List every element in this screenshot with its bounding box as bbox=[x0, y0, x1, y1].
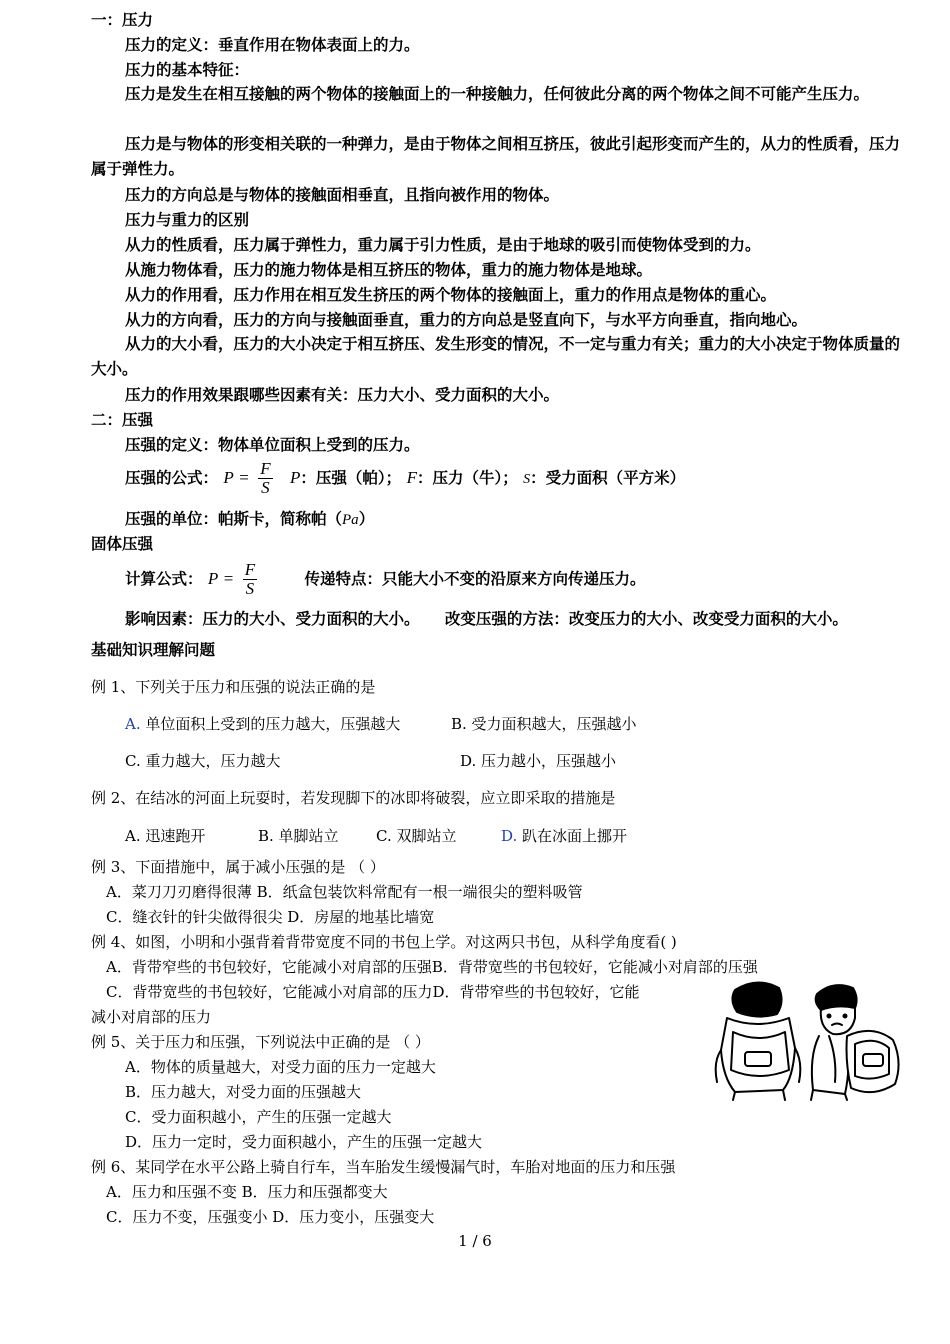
solid-formula-line bbox=[125, 554, 646, 604]
example-2-option-d bbox=[501, 826, 627, 846]
desc-s: ：受力面积（平方米） bbox=[530, 469, 686, 487]
example-1-option-a bbox=[125, 714, 400, 734]
formula-fraction bbox=[258, 460, 272, 497]
example-5-question: 例 5、关于压力和压强，下列说法中正确的是 （ ） bbox=[91, 1033, 430, 1051]
option-d-letter: D. bbox=[501, 827, 518, 845]
option-d-text: 趴在冰面上挪开 bbox=[517, 827, 628, 845]
difference-magnitude: 从力的大小看，压力的大小决定于相互挤压、发生形变的情况，不一定与重力有关；重力的大小决定于物体质量的大小。 bbox=[91, 335, 901, 378]
example-4-question: 例 4、如图，小明和小强背着背带宽度不同的书包上学。对这两只书包，从科学角度看( ) bbox=[91, 933, 677, 951]
example-2-question: 例 2、在结冰的河面上玩耍时，若发现脚下的冰即将破裂，应立即采取的措施是 bbox=[91, 789, 616, 807]
difference-nature: 从力的性质看，压力属于弹性力，重力属于引力性质，是由于地球的吸引而使物体受到的力。 bbox=[125, 236, 761, 254]
example-4-option-d-continued: 减小对肩部的压力 bbox=[91, 1008, 212, 1026]
example-2-option-b: B. 单脚站立 bbox=[258, 827, 339, 845]
unit-symbol: Pa bbox=[342, 512, 359, 528]
solid-formula-denominator: S bbox=[245, 579, 255, 598]
solid-formula-numerator: F bbox=[244, 560, 256, 579]
example-1-option-c: C. 重力越大，压力越大 bbox=[125, 752, 281, 770]
pressure-unit bbox=[125, 509, 374, 530]
example-2-option-c: C. 双脚站立 bbox=[376, 827, 457, 845]
symbol-f: F bbox=[406, 468, 417, 487]
example-6-question: 例 6、某同学在水平公路上骑自行车，当车胎发生缓慢漏气时，车胎对地面的压力和压强 bbox=[91, 1158, 676, 1176]
symbol-s: S bbox=[523, 472, 531, 487]
formula-numerator: F bbox=[260, 459, 271, 478]
unit-label: 压强的单位：帕斯卡，简称帕（ bbox=[125, 510, 343, 528]
option-a-text: 单位面积上受到的压力越大，压强越大 bbox=[140, 715, 401, 733]
calc-label: 计算公式： bbox=[125, 570, 203, 588]
example-5-option-b: B．压力越大，对受力面的压强越大 bbox=[125, 1083, 362, 1101]
solid-formula-p: P bbox=[207, 569, 219, 588]
transfer-feature: 传递特点：只能大小不变的沿原来方向传递压力。 bbox=[304, 570, 646, 588]
example-3-options-ab: A．菜刀刀刃磨得很薄 B．纸盒包装饮料常配有一根一端很尖的塑料吸管 bbox=[106, 883, 583, 901]
example-6-options-ab: A．压力和压强不变 B．压力和压强都变大 bbox=[106, 1183, 388, 1201]
formula-denominator: S bbox=[261, 478, 270, 497]
option-a-letter: A. bbox=[125, 715, 141, 733]
desc-p: ：压强（帕）； bbox=[300, 469, 402, 487]
pressure-formula-line bbox=[125, 458, 685, 500]
difference-source: 从施力物体看，压力的施力物体是相互挤压的物体，重力的施力物体是地球。 bbox=[125, 261, 653, 279]
solid-formula-equals: = bbox=[223, 569, 234, 588]
example-5-option-a: A．物体的质量越大，对受力面的压力一定越大 bbox=[125, 1058, 436, 1076]
pressure-features-title: 压力的基本特征： bbox=[125, 61, 250, 79]
difference-direction: 从力的方向看，压力的方向与接触面垂直，重力的方向总是竖直向下，与水平方向垂直，指向地心。 bbox=[125, 311, 808, 329]
example-1-option-d: D. 压力越小，压强越小 bbox=[460, 752, 617, 770]
solid-factors-line bbox=[125, 609, 848, 629]
example-3-options-cd: C．缝衣针的针尖做得很尖 D．房屋的地基比墙宽 bbox=[106, 908, 435, 926]
example-5-option-c: C．受力面积越小，产生的压强一定越大 bbox=[125, 1108, 392, 1126]
solid-pressure-title: 固体压强 bbox=[91, 535, 154, 553]
backpack-boys-illustration bbox=[705, 978, 910, 1103]
pressure-intensity-definition: 压强的定义：物体单位面积上受到的压力。 bbox=[125, 436, 420, 454]
symbol-p: P bbox=[290, 468, 301, 487]
right-boy-hair bbox=[816, 985, 857, 1010]
formula-label: 压强的公式： bbox=[125, 469, 219, 487]
solid-formula-fraction bbox=[243, 561, 257, 598]
page-number: 1 / 6 bbox=[458, 1232, 492, 1250]
example-5-option-d: D．压力一定时，受力面积越小，产生的压强一定越大 bbox=[125, 1133, 483, 1151]
basic-problems-title: 基础知识理解问题 bbox=[91, 641, 216, 659]
pressure-effect: 压力的作用效果跟哪些因素有关：压力大小、受力面积的大小。 bbox=[125, 386, 560, 404]
change-methods: 改变压强的方法：改变压力的大小、改变受力面积的大小。 bbox=[444, 610, 848, 628]
section-title-pressure: 一：压力 bbox=[91, 11, 154, 29]
feature-paragraph-3: 压力的方向总是与物体的接触面相垂直，且指向被作用的物体。 bbox=[125, 186, 560, 204]
feature-paragraph-2: 压力是与物体的形变相关联的一种弹力，是由于物体之间相互挤压，彼此引起形变而产生的，从力的性质看，压力属于弹性力。 bbox=[91, 135, 901, 178]
difference-title: 压力与重力的区别 bbox=[125, 211, 250, 229]
formula-equals: = bbox=[239, 468, 249, 487]
unit-close: ） bbox=[358, 510, 375, 528]
example-2-option-a: A. 迅速跑开 bbox=[125, 827, 206, 845]
feature-paragraph-1: 压力是发生在相互接触的两个物体的接触面上的一种接触力，任何彼此分离的两个物体之间不可能产生压力。 bbox=[125, 85, 870, 103]
formula-p: P bbox=[223, 468, 234, 487]
pressure-definition: 压力的定义：垂直作用在物体表面上的力。 bbox=[125, 36, 420, 54]
example-1-option-b: B. 受力面积越大，压强越小 bbox=[451, 715, 637, 733]
example-3-question: 例 3、下面措施中，属于减小压强的是 （ ） bbox=[91, 858, 385, 876]
example-1-question: 例 1、下列关于压力和压强的说法正确的是 bbox=[91, 678, 376, 696]
desc-f: ：压力（牛）； bbox=[416, 469, 518, 487]
section-title-pressure-intensity: 二：压强 bbox=[91, 411, 154, 429]
difference-action: 从力的作用看，压力作用在相互发生挤压的两个物体的接触面上，重力的作用点是物体的重心。 bbox=[125, 286, 777, 304]
example-6-options-cd: C．压力不变，压强变小 D．压力变小，压强变大 bbox=[106, 1208, 435, 1226]
example-4-options-ab: A．背带窄些的书包较好，它能减小对肩部的压强B．背带宽些的书包较好，它能减小对肩部的压强 bbox=[106, 958, 758, 976]
example-4-options-cd: C．背带宽些的书包较好，它能减小对肩部的压力D．背带窄些的书包较好，它能 bbox=[106, 983, 640, 1001]
influence-factors: 影响因素：压力的大小、受力面积的大小。 bbox=[125, 610, 420, 628]
